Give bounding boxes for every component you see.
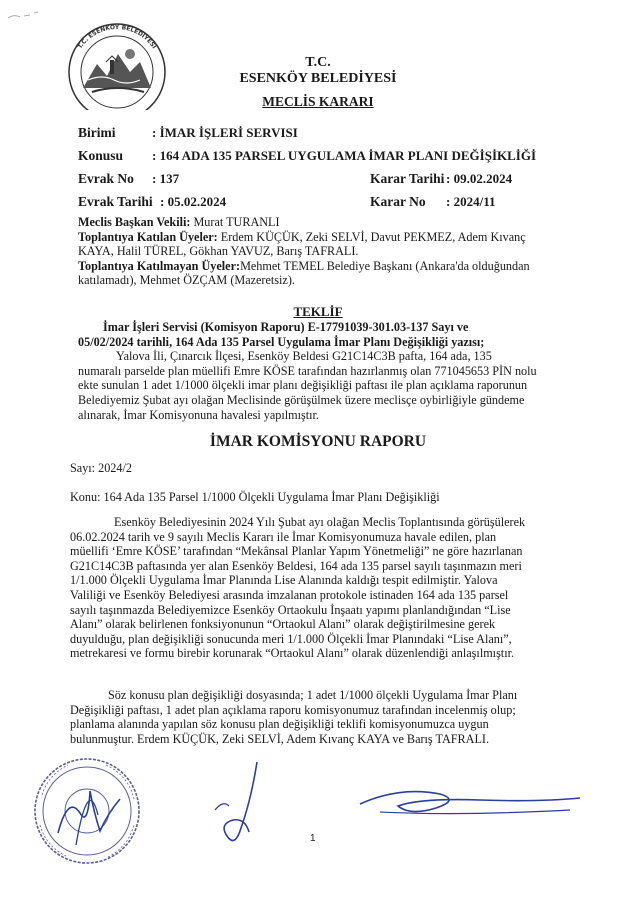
teklif-sub-1: İmar İşleri Servisi (Komisyon Raporu) E-17791039-301.03-137 Sayı ve: [103, 320, 469, 334]
rapor-line: müellifi ‘Emre KÖSE’ tarafından “Mekânsal Planlar Yapım Yönetmeliği” ne göre hazırlanan: [70, 544, 523, 559]
konusu-label: Konusu: [78, 148, 124, 163]
birimi-value: : İMAR İŞLERİ SERVISI: [152, 125, 298, 140]
katilmayan-label: Toplantıya Katılmayan Üyeler:: [78, 258, 241, 273]
teklif-body-line: Belediyemiz Şubat ayı olağan Meclisinde görüşülmek üzere meclisçe oybirliğiyle gündeme: [78, 392, 525, 407]
rapor-line: duyulduğu, plan değişikliği sonucunda meri 1/1.000 Ölçekli İmar Planındaki “Lise Alanı”,: [70, 631, 512, 646]
rapor-line: Söz konusu plan değişikliği dosyasında; 1 adet 1/1000 ölçekli Uygulama İmar Planı: [108, 688, 518, 702]
teklif-body-line: ekte sunulan 1 adet 1/1000 ölçekli imar planı değişikliği paftası ile plan açıklama raporunun: [78, 378, 528, 393]
katilan-value-2: KAYA, Halil TÜREL, Gökhan YAVUZ, Barış TAFRALI.: [78, 244, 359, 259]
rapor-line: Esenköy Belediyesinin 2024 Yılı Şubat ayı olağan Meclis Toplantısında görüşülerek: [114, 515, 526, 529]
katilan-label: Toplantıya Katılan Üyeler:: [78, 229, 218, 244]
rapor-konu: Konu: 164 Ada 135 Parsel 1/1000 Ölçekli Uygulama İmar Planı Değişikliği: [70, 490, 440, 504]
header-tc: T.C.: [305, 55, 331, 70]
rapor-line: sayılı taşınmazda Belediyemizce Esenköy Ortaokulu İnşaatı yapımı planlandığından “Lise: [70, 602, 511, 617]
official-stamp-icon: [28, 755, 146, 867]
teklif-body-line: numaralı parselde plan müellifi Emre KÖSE tarafından hazırlanmış olan 771045653 PİN nolu: [78, 363, 537, 378]
konusu-value: : 164 ADA 135 PARSEL UYGULAMA İMAR PLANI DEĞİŞİKLİĞİ: [152, 148, 537, 163]
baskan-label: Meclis Başkan Vekili:: [78, 215, 191, 229]
rapor-heading: İMAR KOMİSYONU RAPORU: [209, 433, 427, 450]
header-institution: ESENKÖY BELEDİYESİ: [239, 71, 397, 86]
signature-2-icon: [205, 760, 275, 855]
katilmayan-value-1: Mehmet TEMEL Belediye Başkanı (Ankara'da olduğundan: [240, 258, 530, 273]
karar-no-value: : 2024/11: [446, 194, 496, 209]
rapor-paragraph-1: [70, 515, 615, 661]
teklif-body-line: Yalova İli, Çınarcık İlçesi, Esenköy Beldesi G21C14C3B pafta, 164 ada, 135: [116, 349, 492, 364]
evrak-no-value: : 137: [152, 171, 180, 186]
rapor-line: G21C14C3B paftasında yer alan Esenköy Beldesi, 164 ada 135 parsel sayılı taşınmazın meri: [70, 558, 522, 573]
karar-no-label: Karar No: [370, 194, 426, 209]
karar-tarihi-label: Karar Tarihi: [370, 171, 445, 186]
scan-mark-icon: [6, 10, 46, 24]
rapor-line: planlama alanında yapılan söz konusu plan değişikliği teklifi komisyonumuzca uygun: [70, 717, 489, 732]
teklif-body: [78, 349, 618, 422]
katilmayan-value-2: katılamadı), Mehmet ÖZÇAM (Mazeretsiz).: [78, 273, 295, 288]
baskan-value: Murat TURANLI: [190, 215, 280, 229]
rapor-line: Değişikliği paftası, 1 adet plan açıklama raporu komisyonumuz tarafından incelenmiş olup;: [70, 702, 516, 717]
evrak-tarihi-value: : 05.02.2024: [160, 194, 227, 209]
birimi-label: Birimi: [78, 125, 116, 140]
rapor-line: Alanı” olarak belirlenen fonksiyonunun “Ortaokul Alanı” olarak değiştirilmesine gerek: [70, 617, 496, 632]
svg-text:T.C. ESENKÖY BELEDİYESİ: [77, 24, 158, 50]
rapor-paragraph-2: [70, 688, 615, 746]
seal-text: T.C. ESENKÖY BELEDİYESİ: [76, 23, 158, 51]
page-number: 1: [310, 833, 316, 844]
teklif-heading: TEKLİF: [293, 304, 343, 319]
rapor-line: Valiliği ve Esenköy Belediyesi arasında imzalanan protokole istinaden 164 ada 135 parsel: [70, 587, 509, 602]
rapor-sayi: Sayı: 2024/2: [70, 461, 132, 475]
evrak-no-label: Evrak No: [78, 171, 134, 186]
rapor-line: 06.02.2024 tarih ve 9 sayılı Meclis Kararı ile İmar Komisyonumuza havale edilen, plan: [70, 529, 497, 544]
rapor-line: metrekaresi ve formu birebir korunarak “Ortaokul Alanı” olarak düzenlendiği anlaşılmıştır.: [70, 646, 515, 661]
rapor-line: bulunmuştur. Erdem KÜÇÜK, Zeki SELVİ, Adem Kıvanç KAYA ve Barış TAFRALI.: [70, 731, 490, 746]
karar-tarihi-value: : 09.02.2024: [446, 171, 513, 186]
signature-3-icon: [340, 782, 590, 822]
teklif-sub-2: 05/02/2024 tarihli, 164 Ada 135 Parsel Uygulama İmar Planı Değişikliği yazısı;: [78, 334, 485, 349]
page-title: MECLİS KARARI: [262, 94, 374, 109]
evrak-tarihi-label: Evrak Tarihi: [78, 194, 153, 209]
attendance-block: [78, 215, 608, 288]
teklif-body-line: alınarak, İmar Komisyonuna havalesi yapılmıştır.: [78, 407, 319, 422]
rapor-line: 1/1.000 Ölçekli Uygulama İmar Planında Lise Alanında kaldığı tespit edilmiştir. Yalova: [70, 573, 498, 588]
katilan-value-1: Erdem KÜÇÜK, Zeki SELVİ, Davut PEKMEZ, Adem Kıvanç: [217, 229, 526, 244]
